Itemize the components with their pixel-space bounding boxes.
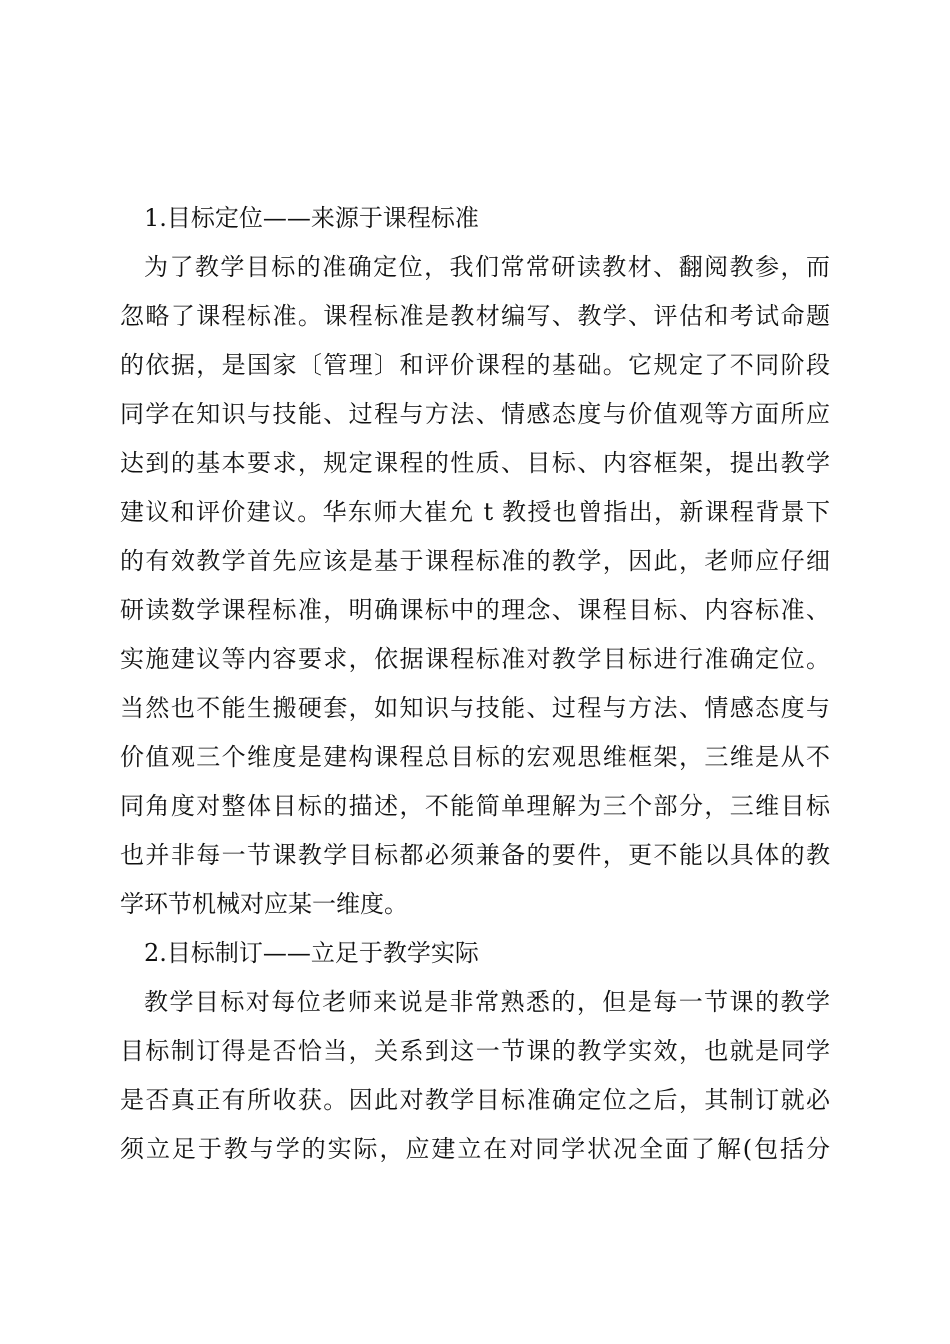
- paragraph-line: 同角度对整体目标的描述，不能简单理解为三个部分，三维目标: [120, 792, 830, 820]
- paragraph-line: 学环节机械对应某一维度。: [120, 890, 408, 918]
- paragraph-line: 的依据，是国家〔管理〕和评价课程的基础。它规定了不同阶段: [120, 351, 830, 379]
- paragraph-line: 达到的基本要求，规定课程的性质、目标、内容框架，提出教学: [120, 449, 830, 477]
- paragraph-line: 也并非每一节课教学目标都必须兼备的要件，更不能以具体的教: [120, 841, 830, 869]
- paragraph-line: 为了教学目标的准确定位，我们常常研读教材、翻阅教参，而: [144, 253, 830, 281]
- section1-heading: 1.目标定位——来源于课程标准: [144, 204, 479, 232]
- paragraph-line: 研读数学课程标准，明确课标中的理念、课程目标、内容标准、: [120, 596, 830, 624]
- paragraph-line: 是否真正有所收获。因此对教学目标准确定位之后，其制订就必: [120, 1086, 830, 1114]
- paragraph-line: 价值观三个维度是建构课程总目标的宏观思维框架，三维是从不: [120, 743, 830, 771]
- paragraph-line: 须立足于教与学的实际，应建立在对同学状况全面了解(包括分: [120, 1135, 830, 1163]
- paragraph-line: 教学目标对每位老师来说是非常熟悉的，但是每一节课的教学: [144, 988, 830, 1016]
- paragraph-line: 的有效教学首先应该是基于课程标准的教学，因此，老师应仔细: [120, 547, 830, 575]
- paragraph-line: 目标制订得是否恰当，关系到这一节课的教学实效，也就是同学: [120, 1037, 830, 1065]
- section1-paragraph: [120, 243, 830, 929]
- section2-heading: 2.目标制订——立足于教学实际: [144, 939, 479, 967]
- paragraph-line: 建议和评价建议。华东师大崔允 t 教授也曾指出，新课程背景下: [120, 498, 830, 526]
- document-body: [120, 194, 830, 1174]
- paragraph-line: 实施建议等内容要求，依据课程标准对教学目标进行准确定位。: [120, 645, 830, 673]
- paragraph-line: 忽略了课程标准。课程标准是教材编写、教学、评估和考试命题: [120, 302, 830, 330]
- paragraph-line: 当然也不能生搬硬套，如知识与技能、过程与方法、情感态度与: [120, 694, 830, 722]
- paragraph-line: 同学在知识与技能、过程与方法、情感态度与价值观等方面所应: [120, 400, 830, 428]
- section2-paragraph: [120, 978, 830, 1174]
